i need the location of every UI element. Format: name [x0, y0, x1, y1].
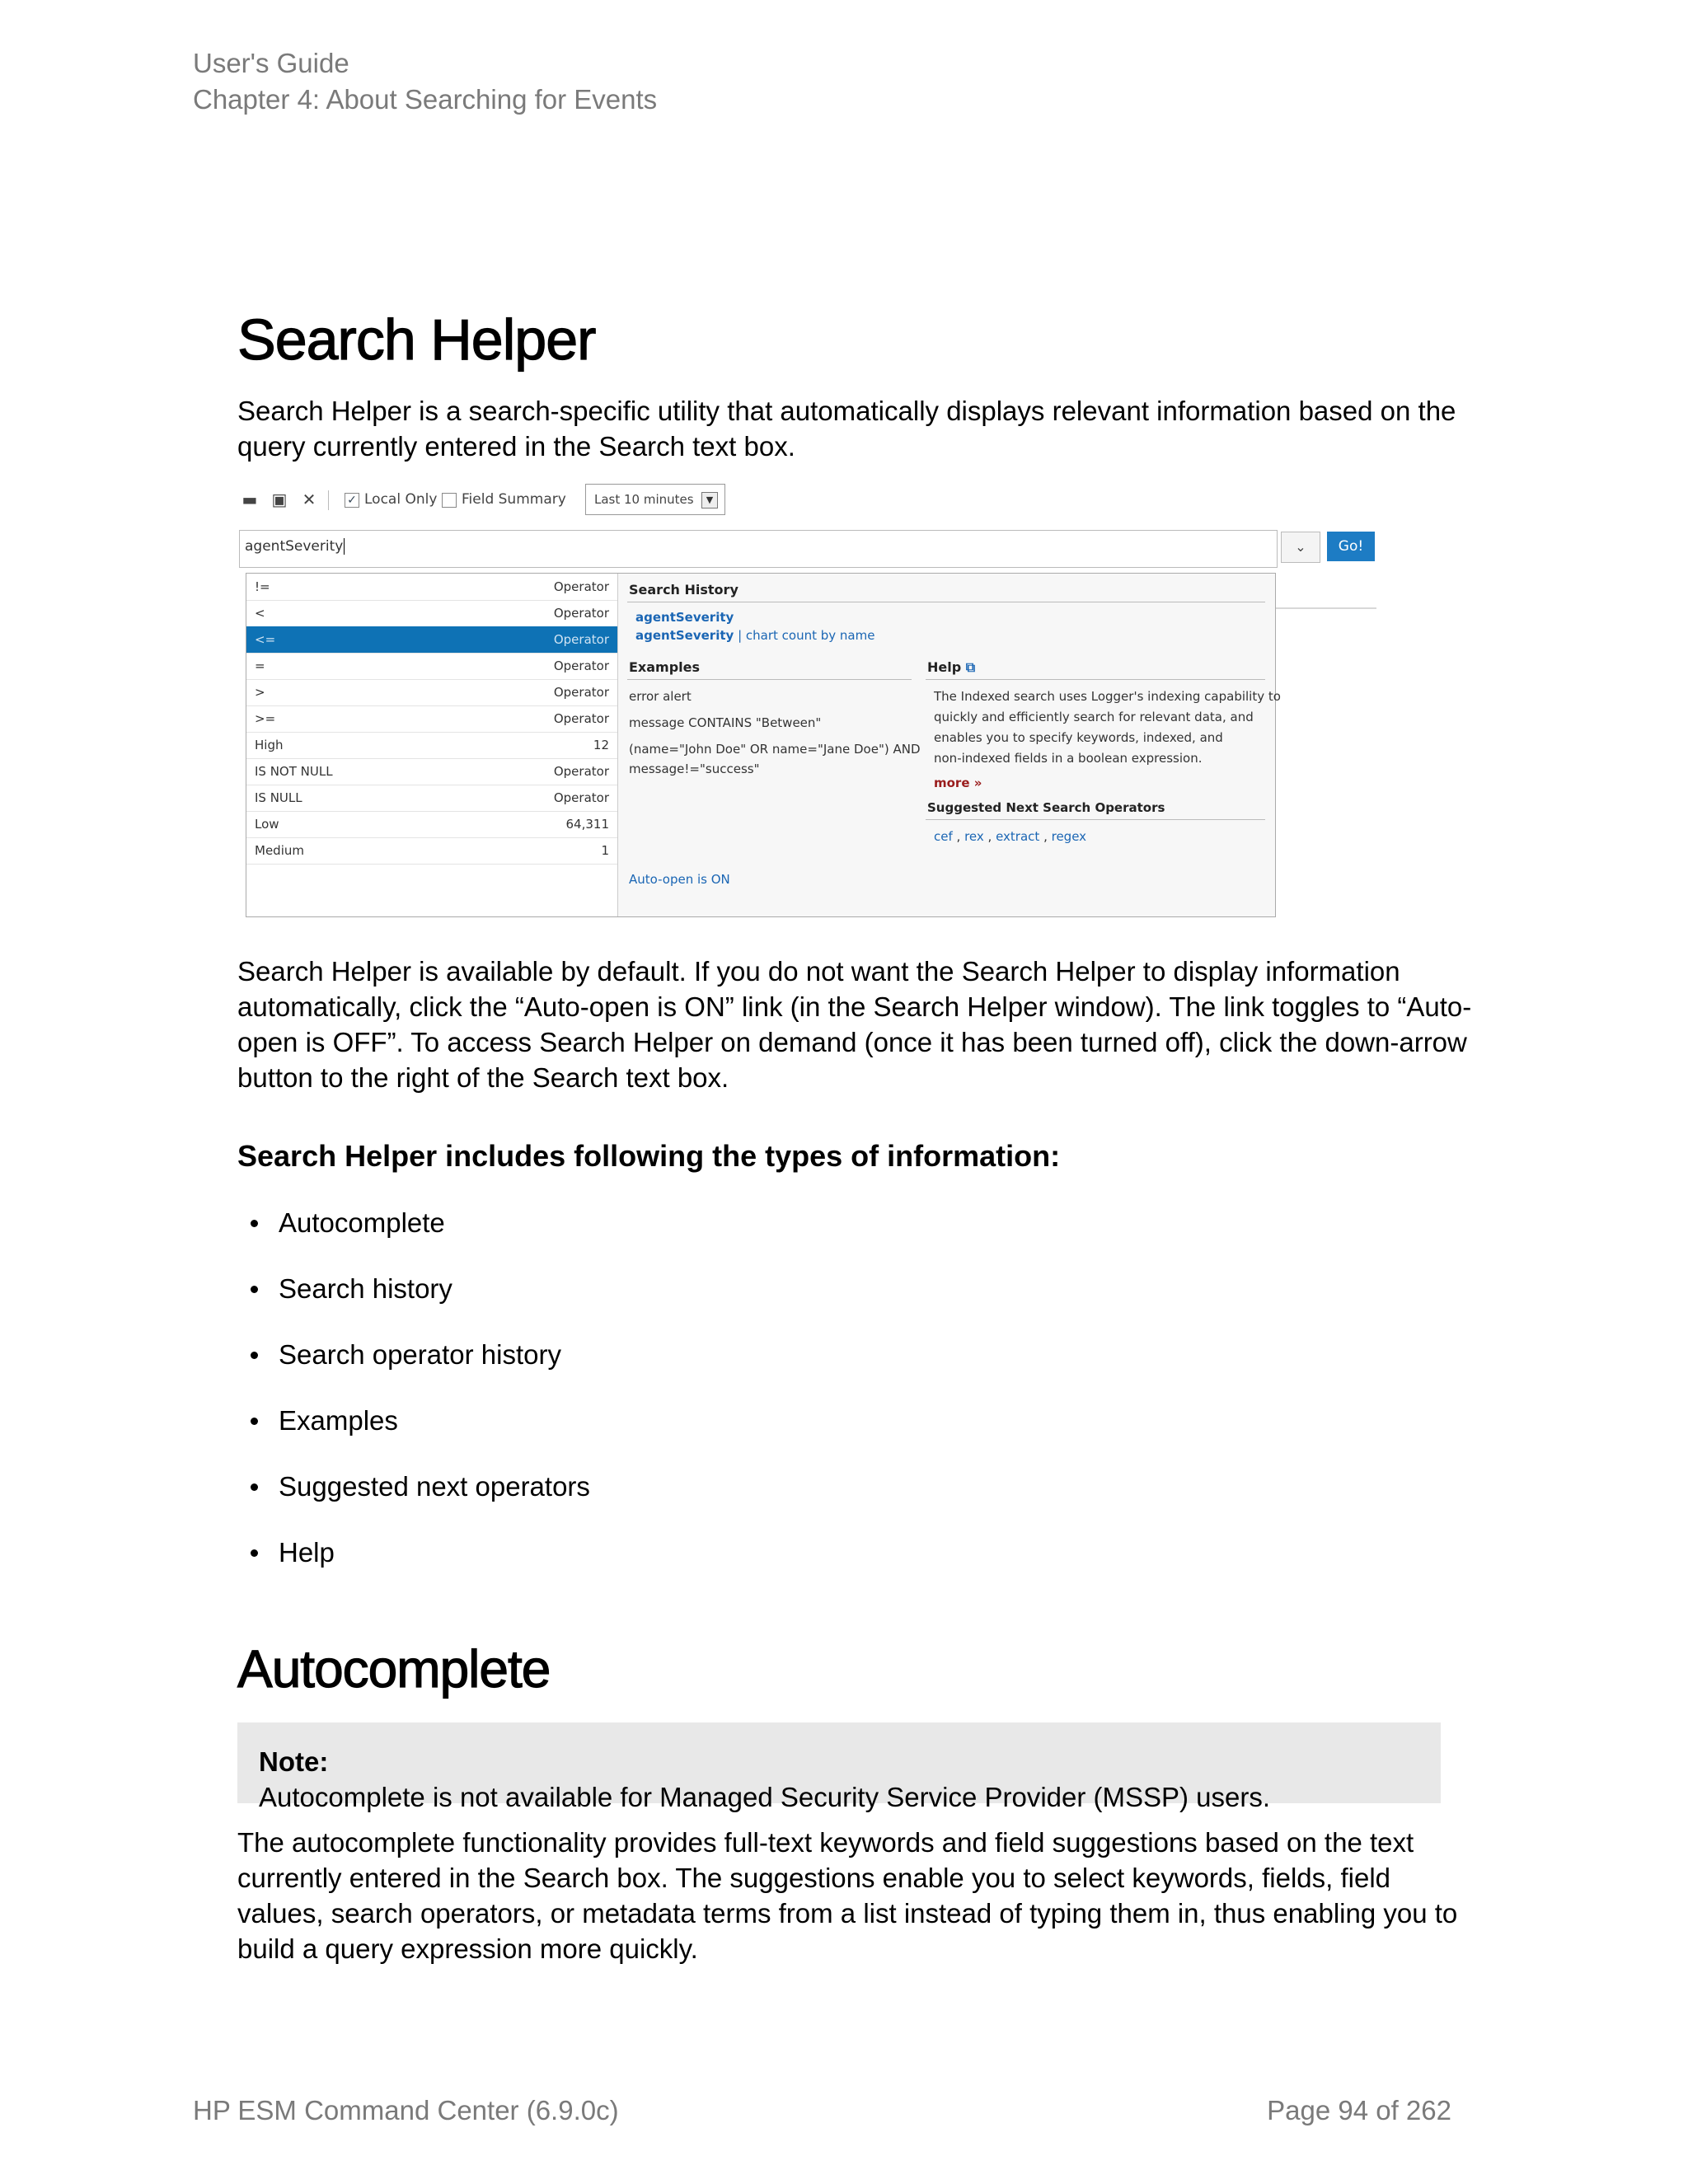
help-more-link[interactable]: more » — [934, 776, 982, 790]
operator-link-rex[interactable]: rex — [964, 829, 984, 844]
operator-link-regex[interactable]: regex — [1051, 829, 1087, 844]
example-line[interactable]: (name="John Doe" OR name="Jane Doe") AND — [629, 742, 921, 757]
paragraph-line: values, search operators, or metadata terms from a list instead of typing them in, thus enabling you to — [237, 1898, 1458, 1929]
intro-line: Search Helper is a search-specific utility that automatically displays relevant information based on the — [237, 396, 1456, 426]
close-icon[interactable]: ✕ — [302, 490, 316, 509]
paragraph-line: currently entered in the Search box. The suggestions enable you to select keywords, fields, field — [237, 1863, 1391, 1893]
divider — [926, 679, 1265, 680]
autocomplete-item[interactable]: Medium 1 — [246, 837, 617, 865]
section-title-autocomplete: Autocomplete — [237, 1639, 551, 1699]
list-item: Search operator history — [279, 1339, 561, 1371]
help-title: Help ⧉ — [927, 659, 976, 675]
section-title-search-helper: Search Helper — [237, 307, 596, 372]
example-line[interactable]: message!="success" — [629, 762, 760, 776]
autocomplete-item[interactable]: Low 64,311 — [246, 811, 617, 838]
list-item: Autocomplete — [279, 1207, 445, 1239]
search-input[interactable] — [239, 530, 1278, 568]
list-item: Help — [279, 1537, 335, 1568]
footer-product: HP ESM Command Center (6.9.0c) — [193, 2095, 619, 2125]
field-summary-label: Field Summary — [462, 491, 566, 508]
running-header — [193, 45, 657, 118]
autocomplete-item[interactable]: High 12 — [246, 732, 617, 759]
autocomplete-item[interactable]: IS NOT NULL Operator — [246, 758, 617, 785]
field-summary-checkbox[interactable] — [442, 493, 457, 508]
search-history-title: Search History — [629, 582, 738, 598]
operator-link-extract[interactable]: extract — [996, 829, 1040, 844]
note-box — [237, 1722, 1441, 1812]
autocomplete-item[interactable]: = Operator — [246, 653, 617, 680]
save-icon[interactable]: ▣ — [271, 490, 288, 509]
autocomplete-paragraph — [237, 1825, 1457, 1966]
time-range-value: Last 10 minutes — [594, 492, 694, 507]
example-line[interactable]: message CONTAINS "Between" — [629, 715, 822, 730]
availability-paragraph — [237, 954, 1471, 1095]
list-item: Search history — [279, 1273, 452, 1305]
divider — [926, 819, 1265, 820]
paragraph-line: build a query expression more quickly. — [237, 1933, 698, 1964]
note-label: Note: — [259, 1746, 329, 1777]
paragraph-line: The autocomplete functionality provides full-text keywords and field suggestions based on the text — [237, 1827, 1414, 1858]
operator-link-cef[interactable]: cef — [934, 829, 953, 844]
autocomplete-item-selected[interactable]: <= Operator — [246, 626, 617, 654]
go-button[interactable]: Go! — [1327, 532, 1375, 561]
external-link-icon[interactable]: ⧉ — [965, 659, 976, 675]
search-input-value: agentSeverity — [245, 538, 344, 555]
search-helper-panel — [246, 573, 1281, 917]
paragraph-line: Search Helper is available by default. If you do not want the Search Helper to display information — [237, 956, 1400, 987]
chapter-title: Chapter 4: About Searching for Events — [193, 84, 658, 115]
note-text: Note: Autocomplete is not available for Managed Security Service Provider (MSSP) users. — [259, 1746, 1271, 1812]
autocomplete-item[interactable]: != Operator — [246, 574, 617, 601]
search-helper-toggle-button[interactable] — [1281, 532, 1320, 563]
toolbar-divider — [328, 490, 329, 510]
paragraph-line: open is OFF”. To access Search Helper on demand (once it has been turned off), click the down-arrow — [237, 1027, 1467, 1057]
intro-paragraph — [237, 393, 1456, 464]
types-heading: Search Helper includes following the types of information: — [237, 1139, 1061, 1173]
auto-open-link[interactable]: Auto-open is ON — [629, 872, 730, 887]
paragraph-line: button to the right of the Search text box. — [237, 1062, 729, 1093]
local-only-label: Local Only — [364, 491, 438, 508]
list-item: Suggested next operators — [279, 1471, 590, 1502]
autocomplete-list — [246, 574, 618, 916]
help-line: quickly and efficiently search for relevant data, and — [934, 710, 1254, 724]
autocomplete-item[interactable]: < Operator — [246, 600, 617, 627]
divider — [627, 679, 912, 680]
local-only-checkbox[interactable]: ✓ — [345, 493, 359, 508]
search-history-link[interactable]: agentSeverity — [635, 610, 734, 625]
autocomplete-item[interactable]: >= Operator — [246, 705, 617, 733]
chevron-down-icon[interactable]: ▼ — [701, 492, 718, 509]
help-line: non-indexed fields in a boolean expression. — [934, 751, 1203, 766]
example-line[interactable]: error alert — [629, 689, 692, 704]
autocomplete-item[interactable]: > Operator — [246, 679, 617, 706]
search-helper-screenshot — [239, 490, 1385, 923]
doc-title: User's Guide — [193, 48, 349, 78]
chevron-down-icon: ⌄ — [1295, 539, 1306, 555]
examples-title: Examples — [629, 659, 701, 675]
suggested-operators-title: Suggested Next Search Operators — [927, 800, 1165, 815]
suggested-operators-links: cef , rex , extract , regex — [934, 829, 1087, 844]
paragraph-line: automatically, click the “Auto-open is ON” link (in the Search Helper window). The link toggles to “Auto- — [237, 991, 1472, 1022]
help-line: enables you to specify keywords, indexed, and — [934, 730, 1223, 745]
time-range-select[interactable] — [585, 484, 725, 515]
help-line: The Indexed search uses Logger's indexing capability to — [934, 689, 1281, 704]
folder-icon[interactable]: ▬ — [241, 490, 258, 509]
list-item: Examples — [279, 1405, 398, 1436]
autocomplete-item[interactable]: IS NULL Operator — [246, 785, 617, 812]
search-history-link[interactable]: agentSeverity | chart count by name — [635, 628, 875, 643]
intro-line: query currently entered in the Search text box. — [237, 431, 795, 462]
footer-page-number: Page 94 of 262 — [1267, 2095, 1451, 2125]
